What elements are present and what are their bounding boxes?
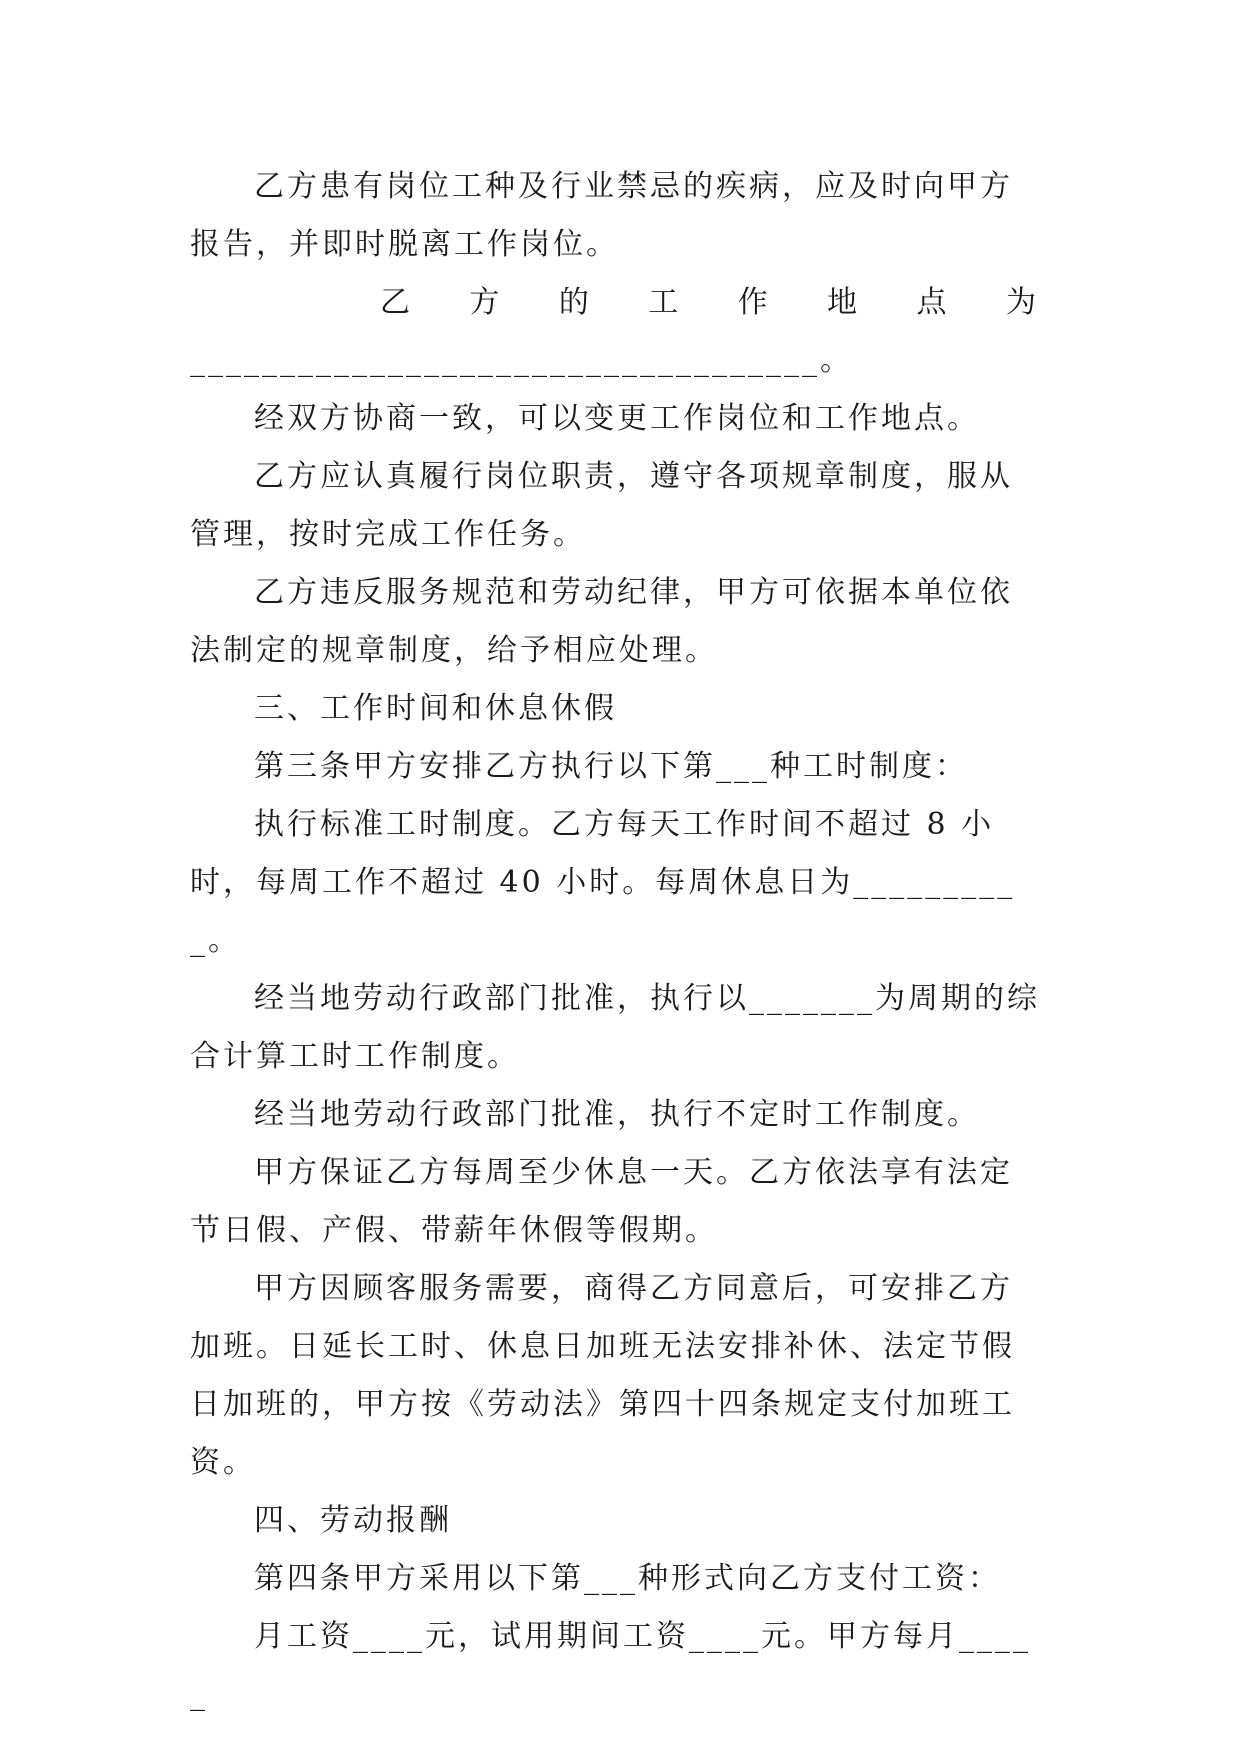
paragraph-change-position: 经双方协商一致，可以变更工作岗位和工作地点。 — [254, 401, 980, 436]
workplace-char: 工 — [648, 285, 682, 320]
section-heading-work-hours: 三、工作时间和休息休假 — [254, 691, 617, 726]
workplace-char: 的 — [558, 285, 592, 320]
workplace-char: 方 — [469, 285, 503, 320]
workplace-char: 乙 — [380, 285, 413, 320]
paragraph-illness-report: 乙方患有岗位工种及行业禁忌的疾病，应及时向甲方报告，并即时脱离工作岗位。 — [190, 169, 1013, 262]
paragraph-comprehensive-hours: 经当地劳动行政部门批准，执行以_______为周期的综合计算工时工作制度。 — [190, 981, 1040, 1074]
workplace-char: 点 — [916, 285, 950, 320]
paragraph-violation: 乙方违反服务规范和劳动纪律，甲方可依据本单位依法制定的规章制度，给予相应处理。 — [190, 575, 1013, 668]
paragraph-flexible-hours: 经当地劳动行政部门批准，执行不定时工作制度。 — [254, 1097, 980, 1132]
workplace-char: 地 — [827, 285, 861, 320]
paragraph-standard-hours: 执行标准工时制度。乙方每天工作时间不超过 8 小时，每周工作不超过 40 小时。每周休息日为__________。 — [190, 807, 1016, 958]
paragraph-monthly-wage: 月工资____元，试用期间工资____元。甲方每月_____ — [190, 1619, 1031, 1712]
workplace-line — [190, 274, 1045, 332]
article-three: 第三条甲方安排乙方执行以下第___种工时制度： — [254, 749, 968, 784]
contract-body — [190, 158, 1045, 1724]
paragraph-overtime: 甲方因顾客服务需要，商得乙方同意后，可安排乙方加班。日延长工时、休息日加班无法安排补休、法定节假日加班的，甲方按《劳动法》第四十四条规定支付加班工资。 — [190, 1271, 1015, 1480]
workplace-char: 作 — [737, 285, 771, 320]
workplace-char: 为 — [1005, 285, 1039, 320]
paragraph-duties: 乙方应认真履行岗位职责，遵守各项规章制度，服从管理，按时完成工作任务。 — [190, 459, 1013, 552]
paragraph-rest-days: 甲方保证乙方每周至少休息一天。乙方依法享有法定节日假、产假、带薪年休假等假期。 — [190, 1155, 1013, 1248]
section-heading-remuneration: 四、劳动报酬 — [254, 1503, 452, 1538]
workplace-blank: ___________________________________。 — [190, 343, 853, 378]
article-four: 第四条甲方采用以下第___种形式向乙方支付工资： — [254, 1561, 1001, 1596]
